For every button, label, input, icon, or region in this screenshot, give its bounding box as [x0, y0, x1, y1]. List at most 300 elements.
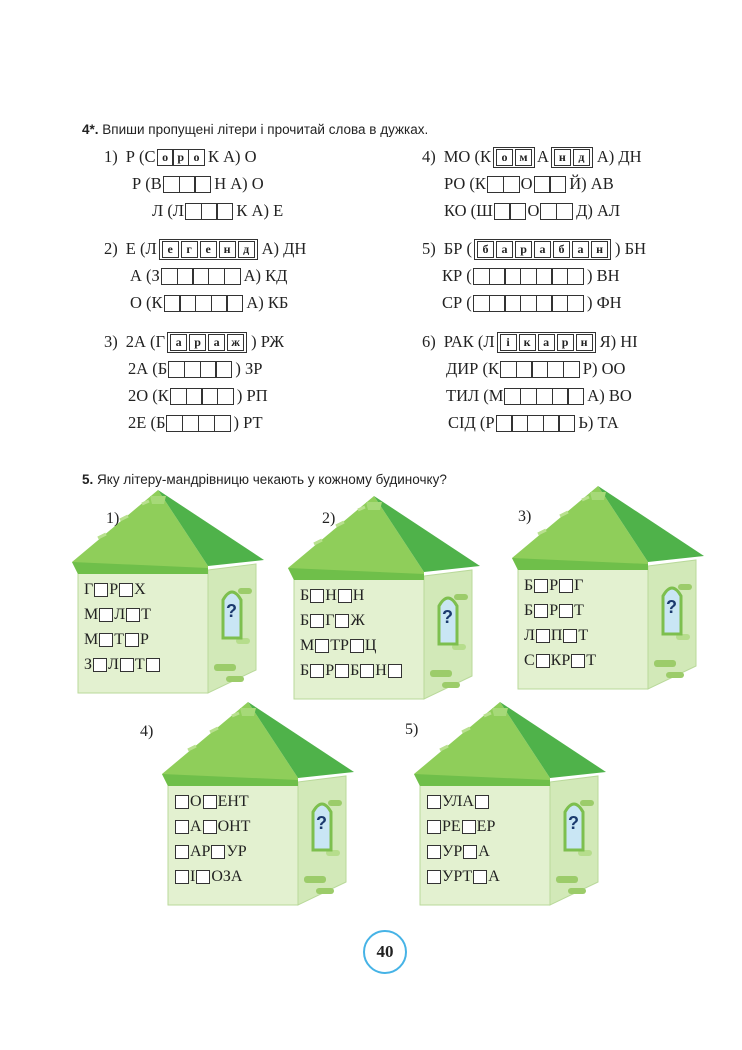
house-word-row [524, 626, 588, 646]
letter-box-filled: р [515, 241, 532, 258]
line-suffix: А) ВО [587, 386, 632, 405]
letter-box-empty[interactable] [200, 361, 217, 378]
house-letters: Ж [350, 612, 365, 629]
exercise-line [422, 238, 646, 260]
letter-boxes [493, 147, 535, 168]
house-4 [158, 700, 358, 910]
missing-letter-box[interactable] [427, 870, 441, 884]
house-letters: УРТ [442, 868, 473, 885]
letter-boxes [168, 361, 232, 378]
house-word-row [426, 792, 490, 812]
letter-box-filled: о [188, 149, 205, 166]
letter-boxes [170, 388, 234, 405]
missing-letter-box[interactable] [536, 654, 550, 668]
exercise-line [104, 331, 284, 353]
letter-box-filled: д [573, 149, 590, 166]
house-letters: П [550, 627, 563, 644]
letter-box-filled: і [500, 334, 517, 351]
line-prefix: 2А (Г [125, 332, 166, 351]
letter-box-filled: а [538, 334, 555, 351]
missing-letter-box[interactable] [203, 820, 217, 834]
exercise-line [128, 412, 263, 434]
line-prefix: КР ( [442, 266, 472, 285]
line-suffix: ) РТ [233, 413, 263, 432]
house-letters: Т [141, 606, 151, 623]
line-prefix: 2Е (Б [128, 413, 166, 432]
letter-box-empty[interactable] [520, 268, 537, 285]
missing-letter-box[interactable] [125, 633, 139, 647]
letter-boxes [159, 239, 258, 260]
house-letters: М [84, 631, 99, 648]
letter-boxes [496, 415, 576, 432]
house-word-row [300, 586, 364, 606]
letter-box-empty[interactable] [540, 203, 557, 220]
missing-letter-box[interactable] [310, 664, 324, 678]
letter-box-empty[interactable] [208, 268, 225, 285]
house-letters: РЕ [442, 818, 461, 835]
letter-box-empty[interactable] [489, 268, 506, 285]
letter-box-empty[interactable] [185, 203, 202, 220]
letter-boxes [166, 415, 230, 432]
letter-boxes [497, 332, 596, 353]
letter-box-empty[interactable] [177, 268, 194, 285]
letter-box-empty[interactable] [216, 203, 233, 220]
letter-box-empty[interactable] [504, 268, 521, 285]
missing-letter-box[interactable] [196, 870, 210, 884]
missing-letter-box[interactable] [388, 664, 402, 678]
missing-letter-box[interactable] [99, 608, 113, 622]
letter-box-empty[interactable] [567, 295, 584, 312]
letter-box-empty[interactable] [163, 176, 180, 193]
line-prefix: СІД (Р [448, 413, 495, 432]
missing-letter-box[interactable] [93, 658, 107, 672]
missing-letter-box[interactable] [463, 845, 477, 859]
line-suffix: Ь) ТА [578, 413, 619, 432]
missing-letter-box[interactable] [310, 614, 324, 628]
house-letters: ОЗА [211, 868, 243, 885]
exercise-line [104, 146, 257, 168]
line-suffix: А) ДН [261, 239, 307, 258]
group-label: 6) [422, 332, 436, 351]
missing-letter-box[interactable] [360, 664, 374, 678]
letter-box-empty[interactable] [563, 361, 580, 378]
letter-box-empty[interactable] [504, 295, 521, 312]
letter-box-filled: д [238, 241, 255, 258]
house-letters: КР [550, 652, 571, 669]
line-prefix: БР ( [443, 239, 473, 258]
line-prefix: СР ( [442, 293, 472, 312]
line-prefix: 2А (Б [128, 359, 168, 378]
letter-box-filled: а [496, 241, 513, 258]
exercise-line [132, 173, 264, 195]
letter-box-empty[interactable] [211, 295, 228, 312]
house-letters: УР [226, 843, 247, 860]
question-mark-icon: ? [442, 607, 453, 627]
letter-box-empty[interactable] [496, 415, 513, 432]
line-suffix: А) КД [243, 266, 288, 285]
letter-box-empty[interactable] [547, 361, 564, 378]
exercise-line [152, 200, 283, 222]
house-1 [68, 488, 268, 698]
house-word-row [174, 792, 249, 812]
line-prefix: РАК (Л [443, 332, 495, 351]
house-word-row [174, 817, 250, 837]
exercise-line [442, 265, 620, 287]
house-letters: ОНТ [217, 818, 251, 835]
letter-box-empty[interactable] [516, 361, 533, 378]
letter-box-empty[interactable] [567, 388, 584, 405]
letter-box-empty[interactable] [473, 295, 490, 312]
letter-box-filled: е [200, 241, 217, 258]
house-word-row [300, 661, 403, 681]
letter-box-empty[interactable] [489, 295, 506, 312]
missing-letter-box[interactable] [536, 629, 550, 643]
letter-box-filled: о [496, 149, 513, 166]
house-letters: Т [578, 627, 589, 644]
house-word-row [426, 867, 500, 887]
missing-letter-box[interactable] [94, 583, 108, 597]
letter-box-empty[interactable] [511, 415, 528, 432]
letter-boxes [494, 203, 527, 220]
house-letters: Н [352, 587, 365, 604]
line-prefix: Е (Л [125, 239, 157, 258]
house-letters: Н [325, 587, 337, 604]
task5-instruction: Яку літеру-мандрівницю чекають у кожному будиночку? [97, 472, 447, 487]
letter-box-empty[interactable] [551, 268, 568, 285]
house-word-row [524, 651, 596, 671]
letter-box-empty[interactable] [556, 203, 573, 220]
line-middle: О [520, 174, 533, 193]
letter-boxes [551, 147, 593, 168]
house-word-row [300, 636, 376, 656]
house-label: 4) [140, 723, 154, 740]
group-label: 3) [104, 332, 118, 351]
letter-box-empty[interactable] [551, 295, 568, 312]
missing-letter-box[interactable] [175, 795, 189, 809]
house-label: 3) [518, 508, 532, 525]
exercise-line [130, 292, 288, 314]
line-prefix: РО (К [444, 174, 486, 193]
question-mark-icon: ? [226, 601, 237, 621]
letter-box-empty[interactable] [161, 268, 178, 285]
group-label: 2) [104, 239, 118, 258]
house-letters: Р [325, 662, 335, 679]
letter-box-filled: к [519, 334, 536, 351]
house-letters: Б [300, 587, 310, 604]
letter-box-empty[interactable] [186, 388, 203, 405]
letter-boxes [185, 203, 233, 220]
letter-box-empty[interactable] [201, 388, 218, 405]
missing-letter-box[interactable] [203, 795, 217, 809]
letter-box-empty[interactable] [473, 268, 490, 285]
letter-box-empty[interactable] [198, 415, 215, 432]
missing-letter-box[interactable] [534, 604, 548, 618]
house-word-row [84, 580, 146, 600]
letter-box-filled: р [189, 334, 206, 351]
missing-letter-box[interactable] [559, 604, 573, 618]
missing-letter-box[interactable] [427, 845, 441, 859]
house-letters: ТР [330, 637, 349, 654]
line-suffix: Й) АВ [569, 174, 614, 193]
missing-letter-box[interactable] [559, 579, 573, 593]
line-suffix: Н А) О [214, 174, 264, 193]
house-letters: ЕНТ [217, 793, 249, 810]
letter-box-empty[interactable] [536, 295, 553, 312]
letter-box-filled: е [162, 241, 179, 258]
missing-letter-box[interactable] [571, 654, 585, 668]
letter-boxes [540, 203, 573, 220]
house-word-row [524, 601, 584, 621]
house-letters: Х [134, 581, 146, 598]
letter-box-empty[interactable] [536, 268, 553, 285]
house-letters: Т [574, 602, 584, 619]
letter-box-empty[interactable] [536, 388, 553, 405]
exercise-line [128, 385, 268, 407]
line-suffix: ) ВН [587, 266, 620, 285]
house-letters: Р [549, 577, 559, 594]
letter-box-empty[interactable] [182, 415, 199, 432]
line-prefix: 2О (К [128, 386, 169, 405]
missing-letter-box[interactable] [175, 820, 189, 834]
house-letters: Г [574, 577, 584, 594]
house-label: 1) [106, 510, 120, 527]
house-letters: ЕР [476, 818, 496, 835]
letter-box-empty[interactable] [558, 415, 575, 432]
letter-box-filled: ж [227, 334, 244, 351]
exercise-line [444, 173, 614, 195]
house-letters: УР [442, 843, 463, 860]
house-letters: Т [134, 656, 145, 673]
house-letters: З [84, 656, 93, 673]
letter-box-empty[interactable] [549, 176, 566, 193]
house-letters: Н [375, 662, 387, 679]
house-letters: І [190, 868, 196, 885]
letter-box-filled: б [553, 241, 570, 258]
letter-box-filled: а [572, 241, 589, 258]
missing-letter-box[interactable] [473, 870, 487, 884]
letter-boxes [534, 176, 567, 193]
house-word-row [174, 867, 242, 887]
letter-box-filled: а [170, 334, 187, 351]
exercise-line [422, 331, 638, 353]
letter-box-empty[interactable] [164, 295, 181, 312]
letter-box-empty[interactable] [504, 388, 521, 405]
house-2 [284, 494, 484, 704]
missing-letter-box[interactable] [146, 658, 160, 672]
letter-box-empty[interactable] [503, 176, 520, 193]
letter-box-empty[interactable] [226, 295, 243, 312]
house-letters: Г [84, 581, 94, 598]
letter-box-empty[interactable] [531, 361, 548, 378]
letter-box-filled: а [208, 334, 225, 351]
letter-box-filled: р [172, 149, 189, 166]
house-letters: Б [524, 577, 534, 594]
line-prefix: А (З [130, 266, 160, 285]
letter-box-filled: н [219, 241, 236, 258]
missing-letter-box[interactable] [315, 639, 329, 653]
letter-box-empty[interactable] [543, 415, 560, 432]
missing-letter-box[interactable] [211, 845, 225, 859]
task5-title [82, 472, 447, 487]
line-suffix: К А) О [207, 147, 257, 166]
letter-box-filled: р [557, 334, 574, 351]
missing-letter-box[interactable] [335, 664, 349, 678]
missing-letter-box[interactable] [126, 608, 140, 622]
letter-boxes [474, 239, 611, 260]
letter-boxes [167, 332, 247, 353]
letter-box-empty[interactable] [170, 388, 187, 405]
house-word-row [524, 576, 583, 596]
missing-letter-box[interactable] [563, 629, 577, 643]
letter-box-empty[interactable] [520, 295, 537, 312]
line-suffix: А) ДН [596, 147, 642, 166]
house-3 [508, 484, 708, 694]
letter-box-empty[interactable] [494, 203, 511, 220]
exercise-line [422, 146, 642, 168]
letter-boxes [473, 295, 584, 312]
missing-letter-box[interactable] [120, 658, 134, 672]
missing-letter-box[interactable] [475, 795, 489, 809]
house-word-row [174, 842, 247, 862]
letter-box-empty[interactable] [217, 388, 234, 405]
house-letters: Р [109, 581, 119, 598]
exercise-line [130, 265, 287, 287]
exercise-line [104, 238, 306, 260]
house-letters: А [488, 868, 500, 885]
letter-box-empty[interactable] [552, 388, 569, 405]
page-number: 40 [363, 930, 407, 974]
line-suffix: Р) ОО [582, 359, 626, 378]
line-suffix: ) ФН [587, 293, 622, 312]
missing-letter-box[interactable] [175, 845, 189, 859]
house-letters: Т [586, 652, 597, 669]
house-letters: АР [190, 843, 211, 860]
line-suffix: Я) НІ [599, 332, 638, 351]
missing-letter-box[interactable] [119, 583, 133, 597]
letter-box-empty[interactable] [520, 388, 537, 405]
letter-box-empty[interactable] [201, 203, 218, 220]
line-prefix: Р (В [132, 174, 162, 193]
missing-letter-box[interactable] [534, 579, 548, 593]
house-word-row [426, 842, 490, 862]
missing-letter-box[interactable] [350, 639, 364, 653]
line-prefix: МО (К [443, 147, 491, 166]
house-letters: Б [350, 662, 360, 679]
letter-box-filled: н [576, 334, 593, 351]
letter-box-empty[interactable] [215, 361, 232, 378]
letter-boxes [157, 149, 205, 166]
task4-title [82, 122, 428, 137]
house-letters: Б [300, 612, 310, 629]
exercise-line [442, 292, 622, 314]
house-letters: Г [325, 612, 335, 629]
line-prefix: Л (Л [152, 201, 185, 220]
house-letters: Б [300, 662, 310, 679]
exercise-line [444, 200, 620, 222]
letter-box-empty[interactable] [192, 268, 209, 285]
letter-box-empty[interactable] [527, 415, 544, 432]
question-mark-icon: ? [666, 597, 677, 617]
house-letters: А [478, 843, 490, 860]
line-suffix: ) БН [615, 239, 647, 258]
missing-letter-box[interactable] [427, 820, 441, 834]
letter-box-empty[interactable] [214, 415, 231, 432]
letter-box-empty[interactable] [179, 176, 196, 193]
house-word-row [84, 605, 151, 625]
missing-letter-box[interactable] [99, 633, 113, 647]
group-label: 5) [422, 239, 436, 258]
letter-box-empty[interactable] [567, 268, 584, 285]
letter-box-empty[interactable] [500, 361, 517, 378]
letter-box-empty[interactable] [509, 203, 526, 220]
letter-box-empty[interactable] [166, 415, 183, 432]
letter-box-empty[interactable] [194, 176, 211, 193]
missing-letter-box[interactable] [175, 870, 189, 884]
house-5 [410, 700, 610, 910]
house-label: 2) [322, 510, 336, 527]
missing-letter-box[interactable] [338, 589, 352, 603]
letter-boxes [164, 295, 244, 312]
house-letters: Б [524, 602, 534, 619]
exercise-line [448, 412, 619, 434]
letter-box-filled: г [181, 241, 198, 258]
line-suffix: ) РП [236, 386, 268, 405]
house-word-row [300, 611, 365, 631]
letter-box-filled: н [591, 241, 608, 258]
letter-box-filled: н [554, 149, 571, 166]
missing-letter-box[interactable] [427, 795, 441, 809]
letter-box-empty[interactable] [224, 268, 241, 285]
house-letters: М [300, 637, 315, 654]
missing-letter-box[interactable] [462, 820, 476, 834]
house-word-row [84, 655, 161, 675]
letter-boxes [161, 268, 241, 285]
letter-box-empty[interactable] [184, 361, 201, 378]
line-suffix: Д) АЛ [576, 201, 621, 220]
letter-box-empty[interactable] [195, 295, 212, 312]
line-suffix: ) РЖ [251, 332, 285, 351]
letter-box-empty[interactable] [179, 295, 196, 312]
group-label: 4) [422, 147, 436, 166]
letter-box-filled: о [157, 149, 174, 166]
question-mark-icon: ? [568, 813, 579, 833]
letter-boxes [163, 176, 211, 193]
missing-letter-box[interactable] [335, 614, 349, 628]
house-letters: Ц [364, 637, 377, 654]
house-letters: С [524, 652, 535, 669]
missing-letter-box[interactable] [310, 589, 324, 603]
letter-box-filled: м [515, 149, 532, 166]
task4-number: 4*. [82, 122, 99, 137]
letter-box-empty[interactable] [534, 176, 551, 193]
line-suffix: К А) Е [236, 201, 284, 220]
house-letters: Л [524, 627, 535, 644]
exercise-line [128, 358, 262, 380]
house-letters: О [190, 793, 202, 810]
house-letters: М [84, 606, 99, 623]
letter-box-empty[interactable] [487, 176, 504, 193]
house-letters: Л [114, 606, 126, 623]
letter-box-filled: б [477, 241, 494, 258]
letter-box-filled: а [534, 241, 551, 258]
line-middle: О [527, 201, 540, 220]
line-prefix: ТИЛ (М [446, 386, 504, 405]
task4-instruction: Впиши пропущені літери і прочитай слова в дужках. [102, 122, 429, 137]
letter-boxes [487, 176, 520, 193]
letter-boxes [504, 388, 584, 405]
exercise-line [446, 385, 632, 407]
letter-box-empty[interactable] [168, 361, 185, 378]
